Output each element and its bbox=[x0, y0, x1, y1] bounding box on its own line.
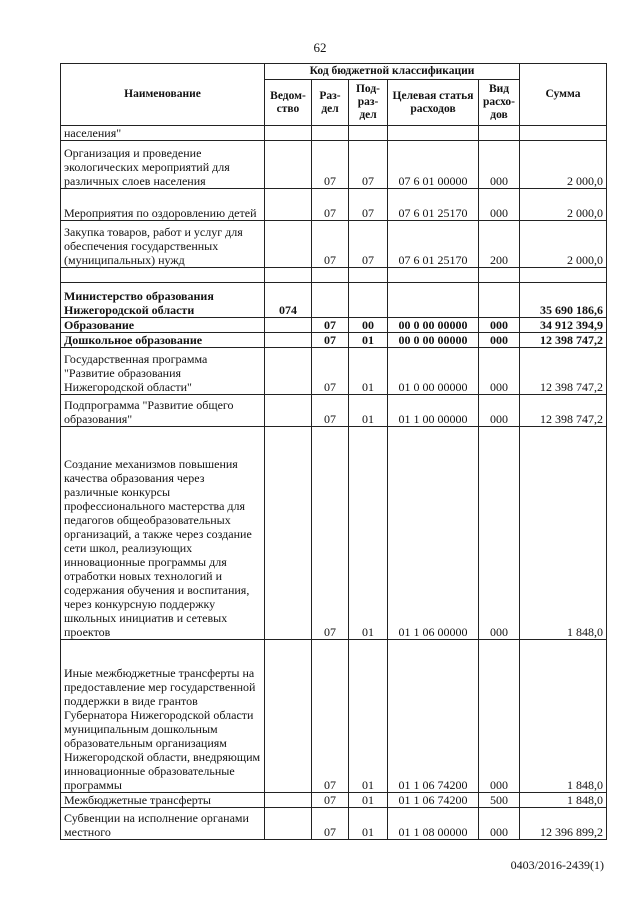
row-vedomstvo bbox=[265, 348, 312, 395]
row-sum: 2 000,0 bbox=[520, 141, 607, 189]
row-razdel: 07 bbox=[312, 189, 349, 221]
row-vedomstvo bbox=[265, 189, 312, 221]
row-statya: 01 0 00 00000 bbox=[388, 348, 479, 395]
header-name: Наименование bbox=[61, 64, 265, 126]
row-vid: 500 bbox=[479, 793, 520, 808]
row-sum bbox=[520, 268, 607, 283]
row-razdel: 07 bbox=[312, 427, 349, 640]
row-sum: 1 848,0 bbox=[520, 427, 607, 640]
row-podrazdel: 01 bbox=[349, 640, 388, 793]
header-statya: Целевая статья расходов bbox=[388, 80, 479, 126]
table-row bbox=[61, 333, 607, 348]
row-vedomstvo bbox=[265, 808, 312, 840]
table-row bbox=[61, 348, 607, 395]
row-podrazdel bbox=[349, 126, 388, 141]
row-razdel: 07 bbox=[312, 808, 349, 840]
row-name: Закупка товаров, работ и услуг для обеспечения государственных (муниципальных) нужд bbox=[61, 221, 265, 268]
row-vid: 000 bbox=[479, 427, 520, 640]
row-statya bbox=[388, 126, 479, 141]
row-sum: 12 398 747,2 bbox=[520, 333, 607, 348]
table-row bbox=[61, 808, 607, 840]
row-name: Дошкольное образование bbox=[61, 333, 265, 348]
row-vid: 000 bbox=[479, 318, 520, 333]
header-razdel: Раз-дел bbox=[312, 80, 349, 126]
row-vedomstvo bbox=[265, 640, 312, 793]
row-razdel bbox=[312, 283, 349, 318]
row-vid: 000 bbox=[479, 808, 520, 840]
row-vid: 000 bbox=[479, 640, 520, 793]
table-row bbox=[61, 189, 607, 221]
row-name: Мероприятия по оздоровлению детей bbox=[61, 189, 265, 221]
row-razdel: 07 bbox=[312, 221, 349, 268]
row-podrazdel: 07 bbox=[349, 221, 388, 268]
row-vid: 000 bbox=[479, 189, 520, 221]
row-statya: 00 0 00 00000 bbox=[388, 333, 479, 348]
row-podrazdel: 07 bbox=[349, 141, 388, 189]
row-razdel: 07 bbox=[312, 333, 349, 348]
document-footer-code: 0403/2016-2439(1) bbox=[510, 858, 604, 872]
row-razdel: 07 bbox=[312, 348, 349, 395]
row-sum: 35 690 186,6 bbox=[520, 283, 607, 318]
table-row bbox=[61, 640, 607, 793]
row-name: Подпрограмма "Развитие общего образования" bbox=[61, 395, 265, 427]
row-vedomstvo bbox=[265, 333, 312, 348]
row-vid bbox=[479, 268, 520, 283]
row-statya: 01 1 06 74200 bbox=[388, 793, 479, 808]
row-statya: 01 1 08 00000 bbox=[388, 808, 479, 840]
row-name: Субвенции на исполнение органами местного bbox=[61, 808, 265, 840]
row-name: населения" bbox=[61, 126, 265, 141]
header-classification-group: Код бюджетной классификации bbox=[265, 64, 520, 80]
row-sum: 12 396 899,2 bbox=[520, 808, 607, 840]
row-sum: 12 398 747,2 bbox=[520, 395, 607, 427]
row-sum: 2 000,0 bbox=[520, 221, 607, 268]
row-name: Образование bbox=[61, 318, 265, 333]
row-sum: 34 912 394,9 bbox=[520, 318, 607, 333]
table-row bbox=[61, 793, 607, 808]
header-vid: Вид расхо-дов bbox=[479, 80, 520, 126]
row-sum: 1 848,0 bbox=[520, 640, 607, 793]
row-name: Иные межбюджетные трансферты на предоставление мер государственной поддержки в виде грантов Губернатора Нижегородской области муниципальным дошкольным образовательным организациям Нижегородской области, внедряющим инновационные образовательные программы bbox=[61, 640, 265, 793]
row-vid: 000 bbox=[479, 141, 520, 189]
row-name: Организация и проведение экологических мероприятий для различных слоев населения bbox=[61, 141, 265, 189]
row-statya bbox=[388, 283, 479, 318]
row-statya: 01 1 00 00000 bbox=[388, 395, 479, 427]
row-razdel: 07 bbox=[312, 318, 349, 333]
row-statya: 01 1 06 74200 bbox=[388, 640, 479, 793]
row-podrazdel: 07 bbox=[349, 189, 388, 221]
row-name: Министерство образования Нижегородской области bbox=[61, 283, 265, 318]
page-number: 62 bbox=[313, 40, 327, 55]
row-podrazdel: 01 bbox=[349, 427, 388, 640]
table-row bbox=[61, 126, 607, 141]
row-podrazdel: 01 bbox=[349, 348, 388, 395]
row-razdel bbox=[312, 268, 349, 283]
row-statya bbox=[388, 268, 479, 283]
table-row bbox=[61, 141, 607, 189]
budget-table bbox=[60, 63, 607, 840]
row-vid: 000 bbox=[479, 333, 520, 348]
row-podrazdel: 01 bbox=[349, 333, 388, 348]
row-statya: 00 0 00 00000 bbox=[388, 318, 479, 333]
row-podrazdel: 01 bbox=[349, 808, 388, 840]
row-statya: 07 6 01 25170 bbox=[388, 189, 479, 221]
table-row bbox=[61, 221, 607, 268]
row-vid: 000 bbox=[479, 348, 520, 395]
table-row bbox=[61, 318, 607, 333]
row-vedomstvo bbox=[265, 427, 312, 640]
row-statya: 01 1 06 00000 bbox=[388, 427, 479, 640]
row-podrazdel: 01 bbox=[349, 395, 388, 427]
row-podrazdel bbox=[349, 283, 388, 318]
row-vedomstvo bbox=[265, 268, 312, 283]
row-razdel: 07 bbox=[312, 395, 349, 427]
row-vedomstvo bbox=[265, 126, 312, 141]
row-name: Государственная программа "Развитие образования Нижегородской области" bbox=[61, 348, 265, 395]
row-vedomstvo bbox=[265, 395, 312, 427]
row-statya: 07 6 01 00000 bbox=[388, 141, 479, 189]
row-podrazdel: 00 bbox=[349, 318, 388, 333]
row-vid: 200 bbox=[479, 221, 520, 268]
row-vid bbox=[479, 283, 520, 318]
row-podrazdel: 01 bbox=[349, 793, 388, 808]
row-name bbox=[61, 268, 265, 283]
row-vedomstvo bbox=[265, 221, 312, 268]
row-sum: 2 000,0 bbox=[520, 189, 607, 221]
row-vedomstvo bbox=[265, 141, 312, 189]
row-sum bbox=[520, 126, 607, 141]
table-row bbox=[61, 395, 607, 427]
table-row bbox=[61, 427, 607, 640]
row-statya: 07 6 01 25170 bbox=[388, 221, 479, 268]
table-row-empty bbox=[61, 268, 607, 283]
row-vedomstvo bbox=[265, 318, 312, 333]
row-razdel bbox=[312, 126, 349, 141]
header-vedomstvo: Ведом-ство bbox=[265, 80, 312, 126]
header-podrazdel: Под-раз-дел bbox=[349, 80, 388, 126]
row-vid: 000 bbox=[479, 395, 520, 427]
row-vedomstvo bbox=[265, 793, 312, 808]
row-razdel: 07 bbox=[312, 141, 349, 189]
row-name: Создание механизмов повышения качества образования через различные конкурсы профессионального мастерства для педагогов общеобразовательных организаций, а также через создание сети школ, реализующих инновационные программы для отработки новых технологий и содержания обучения и воспитания, через конкурсную поддержку школьных инициатив и сетевых проектов bbox=[61, 427, 265, 640]
row-razdel: 07 bbox=[312, 793, 349, 808]
table-row bbox=[61, 283, 607, 318]
header-sum: Сумма bbox=[520, 64, 607, 126]
row-vedomstvo: 074 bbox=[265, 283, 312, 318]
row-name: Межбюджетные трансферты bbox=[61, 793, 265, 808]
row-razdel: 07 bbox=[312, 640, 349, 793]
row-vid bbox=[479, 126, 520, 141]
row-sum: 1 848,0 bbox=[520, 793, 607, 808]
row-sum: 12 398 747,2 bbox=[520, 348, 607, 395]
row-podrazdel bbox=[349, 268, 388, 283]
